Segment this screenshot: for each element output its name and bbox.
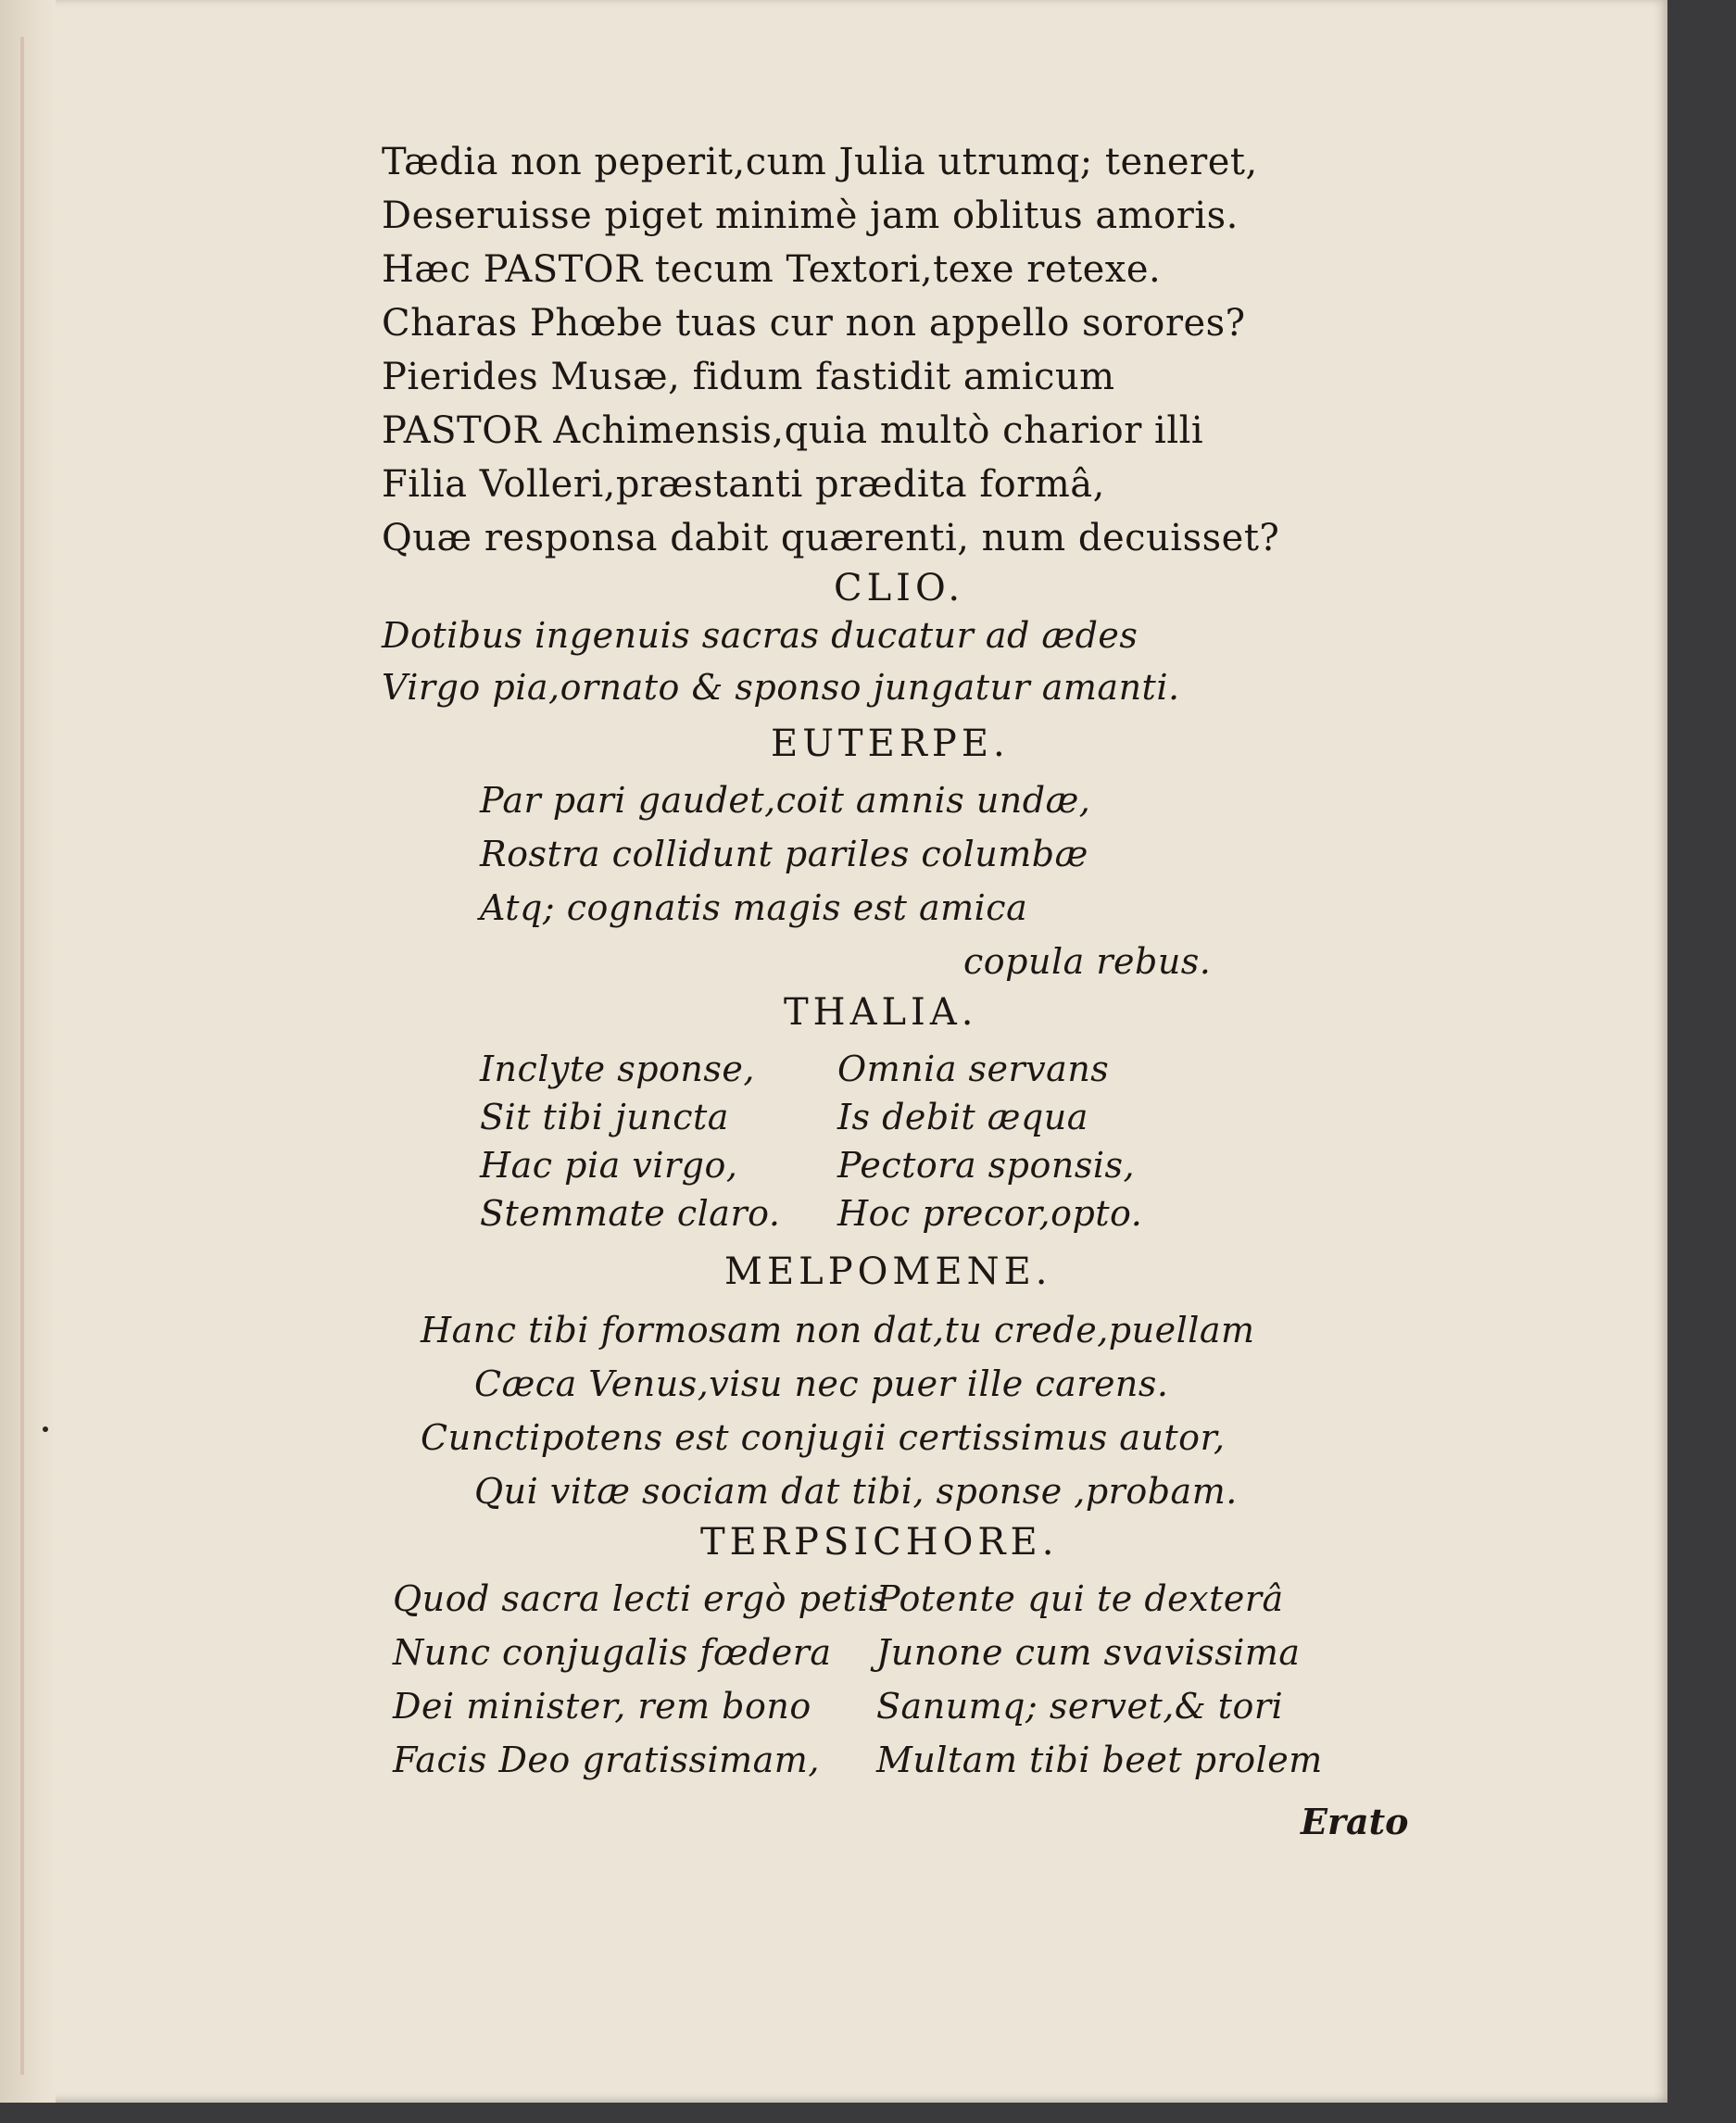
verse-line: Inclyte sponse, (480, 1049, 755, 1089)
verse-line: Facis Deo gratissimam, (393, 1740, 820, 1780)
verse-line: Dotibus ingenuis sacras ducatur ad ædes (382, 615, 1138, 656)
verse-line: Par pari gaudet,coit amnis undæ, (480, 780, 1091, 821)
ink-speck (43, 1426, 48, 1432)
verse-line: Is debit æqua (837, 1097, 1088, 1137)
verse-line: Pectora sponsis, (837, 1145, 1136, 1186)
section-heading-terpsichore: TERPSICHORE. (700, 1521, 1059, 1564)
verse-line: Junone cum svavissima (876, 1632, 1301, 1673)
verse-line: Virgo pia,ornato & sponso jungatur amanti. (382, 667, 1180, 708)
section-heading-euterpe: EUTERPE. (771, 722, 1010, 765)
verse-line: Hæc PASTOR tecum Textori,texe retexe. (382, 248, 1162, 291)
verse-line: Filia Volleri,præstanti prædita formâ, (382, 463, 1105, 506)
section-heading-clio: CLIO. (834, 567, 965, 609)
verse-line: Hac pia virgo, (480, 1145, 738, 1186)
verse-line: Tædia non peperit,cum Julia utrumq; teneret, (382, 141, 1258, 183)
verse-line: Quæ responsa dabit quærenti, num decuisset? (382, 517, 1280, 559)
verse-line: Cunctipotens est conjugii certissimus autor, (421, 1417, 1226, 1458)
section-heading-melpomene: MELPOMENE. (724, 1250, 1052, 1293)
verse-line: Multam tibi beet prolem (876, 1740, 1323, 1780)
verse-line: Stemmate claro. (480, 1193, 781, 1234)
verse-line: Cæca Venus,visu nec puer ille carens. (474, 1363, 1169, 1404)
verse-line: Deseruisse piget minimè jam oblitus amoris. (382, 195, 1239, 237)
verse-line: Potente qui te dexterâ (876, 1578, 1284, 1619)
verse-line: Hoc precor,opto. (837, 1193, 1143, 1234)
catchword: Erato (1301, 1801, 1409, 1842)
page-gutter (0, 0, 56, 2103)
verse-line: copula rebus. (963, 941, 1212, 982)
verse-line: Qui vitæ sociam dat tibi, sponse ,probam. (474, 1471, 1238, 1512)
verse-line: Atq; cognatis magis est amica (480, 887, 1028, 928)
verse-line: Hanc tibi formosam non dat,tu crede,puellam (421, 1310, 1255, 1350)
gutter-edge (20, 37, 24, 2075)
verse-line: Dei minister, rem bono (393, 1686, 811, 1727)
verse-line: Omnia servans (837, 1049, 1110, 1089)
section-heading-thalia: THALIA. (784, 991, 978, 1034)
verse-line: Sanumq; servet,& tori (876, 1686, 1284, 1727)
verse-line: Nunc conjugalis fœdera (393, 1632, 832, 1673)
verse-line: Charas Phœbe tuas cur non appello sorores? (382, 302, 1246, 345)
verse-line: Quod sacra lecti ergò petis (393, 1578, 887, 1619)
verse-line: Rostra collidunt pariles columbæ (480, 834, 1088, 874)
verse-line: Pierides Musæ, fidum fastidit amicum (382, 356, 1115, 398)
verse-line: Sit tibi juncta (480, 1097, 729, 1137)
verse-line: PASTOR Achimensis,quia multò charior illi (382, 409, 1204, 452)
